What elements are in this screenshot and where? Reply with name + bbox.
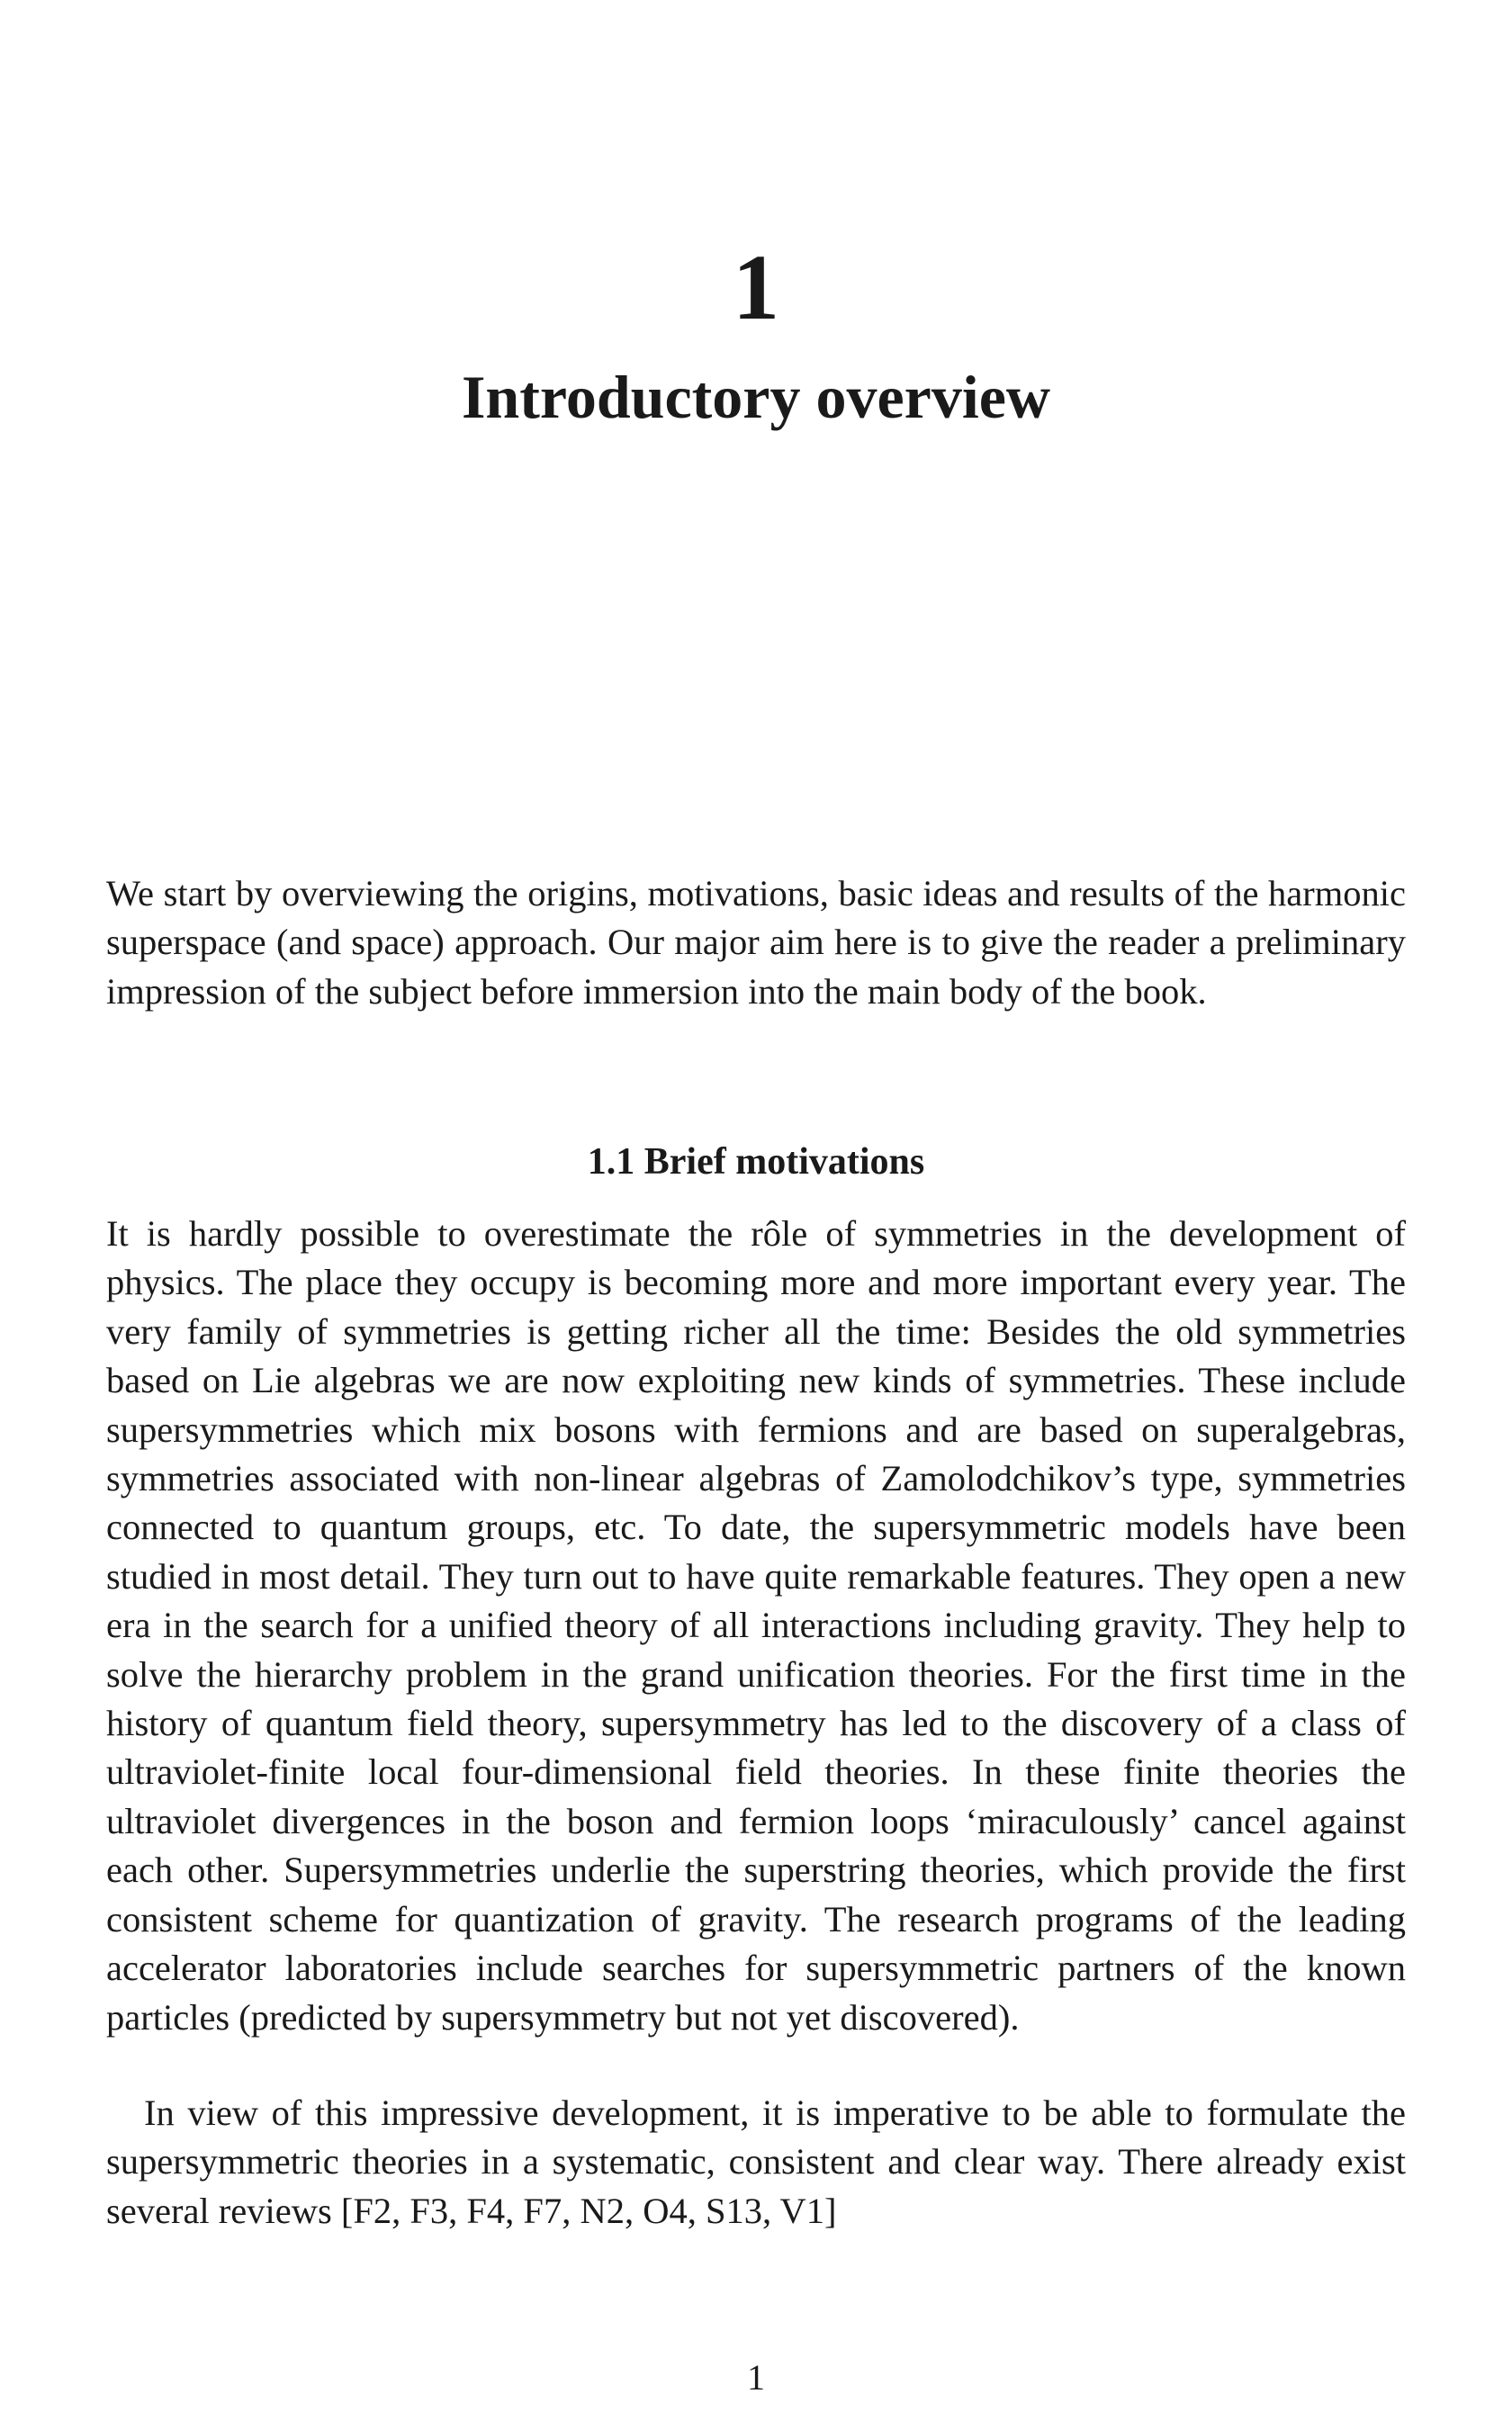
- intro-paragraph: We start by overviewing the origins, motivations, basic ideas and results of the harmonic superspace (and space) approach. Our major aim here is to give the reader a preliminary impression of the subject before immersion into the main body of the book.: [106, 873, 1406, 1012]
- chapter-number: 1: [733, 236, 779, 339]
- body-paragraph-1: It is hardly possible to overestimate the rôle of symmetries in the development of physics. The place they occupy is becoming more and more important every year. The very family of symmetries is getting richer all the time: Besides the old symmetries based on Lie algebras we are now exploiting new kinds of symmetries. These include supersymmetries which mix bosons with fermions and are based on superalgebras, symmetries associated with non-linear algebras of Zamolodchikov’s type, symmetries connected to quantum groups, etc. To date, the supersymmetric models have been studied in most detail. They turn out to have quite remarkable features. They open a new era in the search for a unified theory of all interactions including gravity. They help to solve the hierarchy problem in the grand unification theories. For the first time in the history of quantum field theory, supersymmetry has led to the discovery of a class of ultraviolet-finite local four-dimensional field theories. In these finite theories the ultraviolet divergences in the boson and fermion loops ‘miraculously’ cancel against each other. Supersymmetries underlie the superstring theories, which provide the first consistent scheme for quantization of gravity. The research programs of the leading accelerator laboratories include searches for supersymmetric partners of the known particles (predicted by supersymmetry but not yet discovered).: [106, 1213, 1406, 2038]
- page-number: 1: [747, 2357, 765, 2398]
- chapter-title: Introductory overview: [461, 363, 1051, 431]
- section-heading: 1.1 Brief motivations: [587, 1141, 925, 1183]
- body-paragraph-2: In view of this impressive development, it is imperative to be able to formulate the supersymmetric theories in a systematic, consistent and clear way. There already exist several reviews [F2, F3, F4, F7, N2, O4, S13, V1]: [106, 2092, 1406, 2231]
